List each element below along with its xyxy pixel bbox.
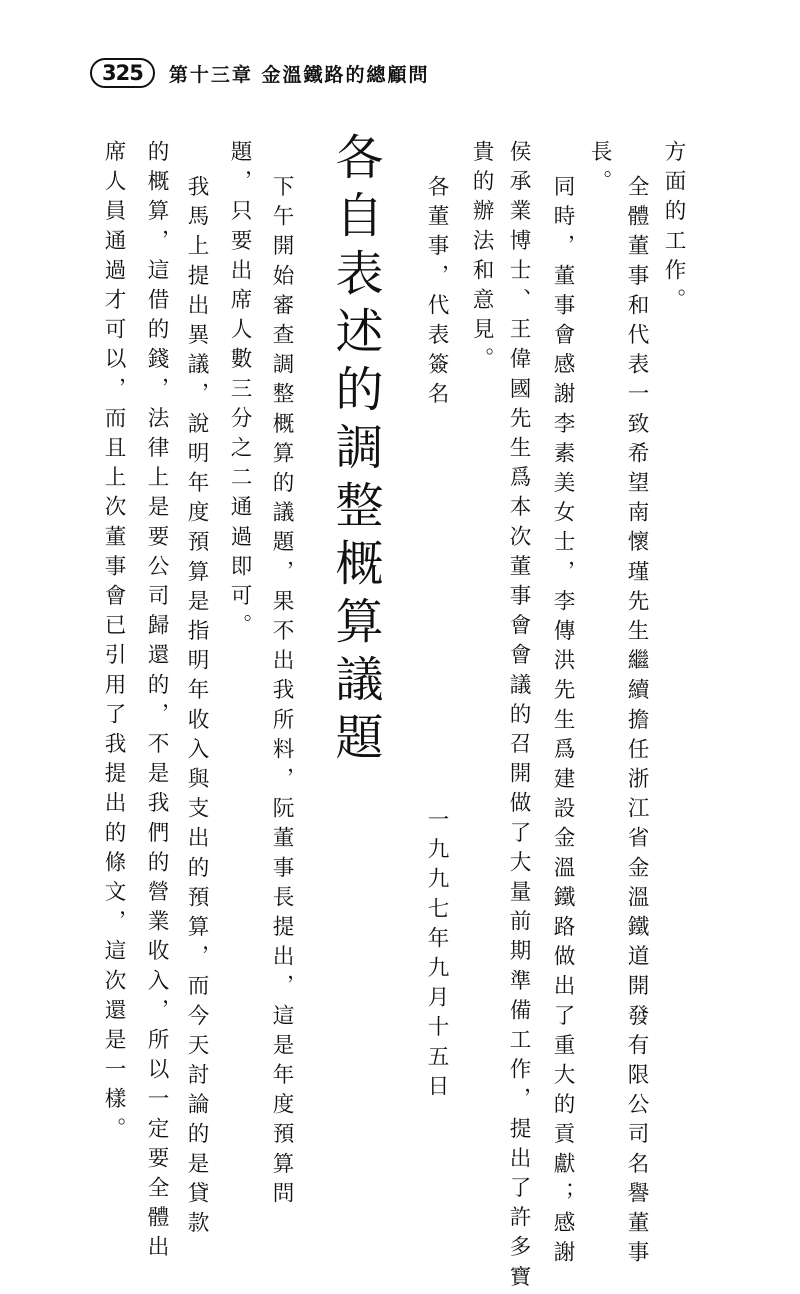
body-column: 我馬上提出異議，說明年度預算是指明年收入與支出的預算，而今天討論的是貸款 (184, 175, 209, 1241)
text-column: 方面的工作。 (661, 140, 686, 318)
signature-date: 一九九七年九月十五日 (424, 808, 449, 1104)
body-column: 題，只要出席人數三分之二通過即可。 (227, 140, 252, 644)
text-column: 貴的辦法和意見。 (469, 140, 494, 377)
text-column: 全體董事和代表一致希望南懷瑾先生繼續擔任浙江省金溫鐵道開發有限公司名譽董事 (624, 175, 649, 1271)
body-column: 下午開始審查調整概算的議題，果不出我所料，阮董事長提出，這是年度預算問 (269, 175, 294, 1211)
section-heading: 各自表述的調整概算議題 (327, 132, 383, 770)
chapter-title: 第十三章 金溫鐵路的總顧問 (168, 63, 430, 86)
text-column: 長。 (587, 140, 612, 200)
page-number: 325 (90, 58, 155, 88)
body-column: 的概算，這借的錢，法律上是要公司歸還的，不是我們的營業收入，所以一定要全體出 (144, 140, 169, 1265)
text-column: 各董事，代表簽名 (424, 175, 449, 412)
body-column: 席人員通過才可以，而且上次董事會已引用了我提出的條文，這次還是一樣。 (101, 140, 126, 1147)
page-header (90, 56, 429, 90)
text-column: 同時，董事會感謝李素美女士，李傳洪先生爲建設金溫鐵路做出了重大的貢獻；感謝 (550, 175, 575, 1271)
text-column: 侯承業博士、王偉國先生爲本次董事會會議的召開做了大量前期準備工作，提出了許多寶 (506, 140, 531, 1294)
